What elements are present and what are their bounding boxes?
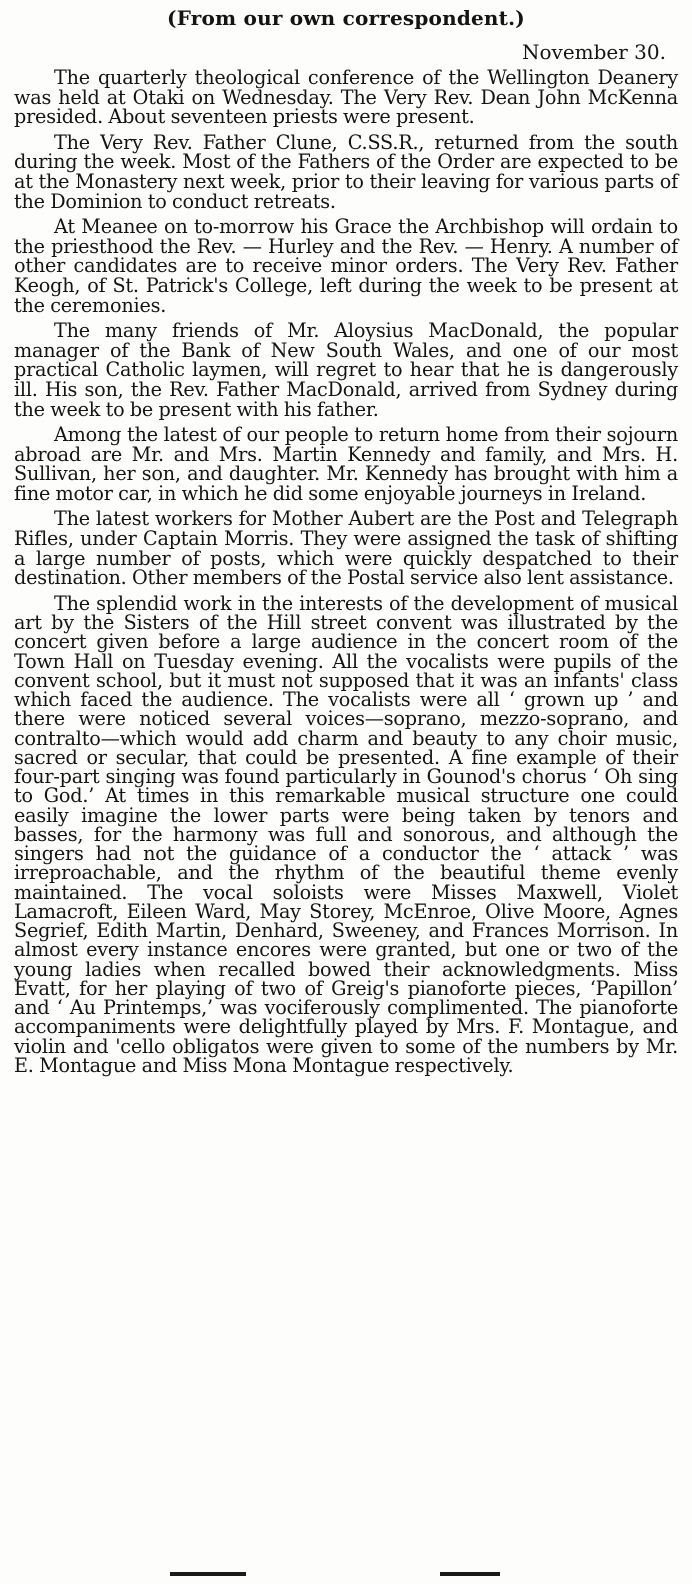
- paragraph-mother-aubert-workers: The latest workers for Mother Aubert are the Post and Telegraph Rifles, under Captain Morris. They were assigned the task of shifting a large number of posts, which were quickly despatched to their destination. Other members of the Postal service also lent assistance.: [14, 507, 678, 590]
- dateline: November 30.: [521, 40, 666, 64]
- paragraph-convent-concert: The splendid work in the interests of the development of musical art by the Sisters of the Hill street convent was illustrated by the concert given before a large audience in the concert room of the Town Hall on Tuesday evening. All the vocalists were pupils of the convent school, but it must not supposed that it was an infants' class which faced the audience. The vocalists were all ‘ grown up ’ and there were noticed several voices—soprano, mezzo-soprano, and contralto—which would add charm and beauty to any choir music, sacred or secular, that could be presented. A fine example of their four-part singing was found particularly in Gounod's chorus ‘ Oh sing to God.’ At times in this remarkable musical structure one could easily imagine the lower parts were being taken by tenors and basses, for the harmony was full and sonorous, and although the singers had not the guidance of a conductor the ‘ attack ’ was irreproachable, and the rhythm of the beautiful theme evenly maintained. The vocal soloists were Misses Maxwell, Violet Lamacroft, Eileen Ward, May Storey, McEnroe, Olive Moore, Agnes Segrief, Edith Martin, Denhard, Sweeney, and Frances Morrison. In almost every instance encores were granted, but one or two of the young ladies when recalled bowed their acknowledgments. Miss Evatt, for her playing of two of Greig's pianoforte pieces, ‘Papillon’ and ‘ Au Printemps,’ was vociferously complimented. The pianoforte accompaniments were delightfully played by Mrs. F. Montague, and violin and 'cello obligatos were given to some of the numbers by Mr. E. Montague and Miss Mona Montague respectively.: [14, 591, 678, 1077]
- article-column: [14, 68, 678, 1081]
- paragraph-kennedy-return: Among the latest of our people to return home from their sojourn abroad are Mr. and Mrs. Martin Kennedy and family, and Mrs. H. Sullivan, her son, and daughter. Mr. Kennedy has brought with him a fine motor car, in which he did some enjoyable journeys in Ireland.: [14, 423, 678, 505]
- paragraph-aloysius-macdonald: The many friends of Mr. Aloysius MacDonald, the popular manager of the Bank of New South Wales, and one of our most practical Catholic laymen, will regret to hear that he is dangerously ill. His son, the Rev. Father MacDonald, arrived from Sydney during the week to be present with his father.: [14, 319, 678, 421]
- column-end-rule: [170, 1572, 246, 1576]
- paragraph-father-clune: The Very Rev. Father Clune, C.SS.R., returned from the south during the week. Most of the Fathers of the Order are expected to be at the Monastery next week, prior to their leaving for various parts of the Dominion to conduct retreats.: [14, 130, 678, 213]
- correspondent-heading: (From our own correspondent.): [167, 6, 525, 30]
- paragraph-theological-conference: The quarterly theological conference of the Wellington Deanery was held at Otaki on Wednesday. The Very Rev. Dean John McKenna presided. About seventeen priests were present.: [14, 66, 678, 129]
- paragraph-meanee-ordination: At Meanee on to-morrow his Grace the Archbishop will ordain to the priesthood the Rev. — Hurley and the Rev. — Henry. A number of other candidates are to receive minor orders. The Very Rev. Father Keogh, of St. Patrick's College, left during the week to be present at the ceremonies.: [14, 215, 678, 317]
- column-end-rule-right: [440, 1572, 500, 1576]
